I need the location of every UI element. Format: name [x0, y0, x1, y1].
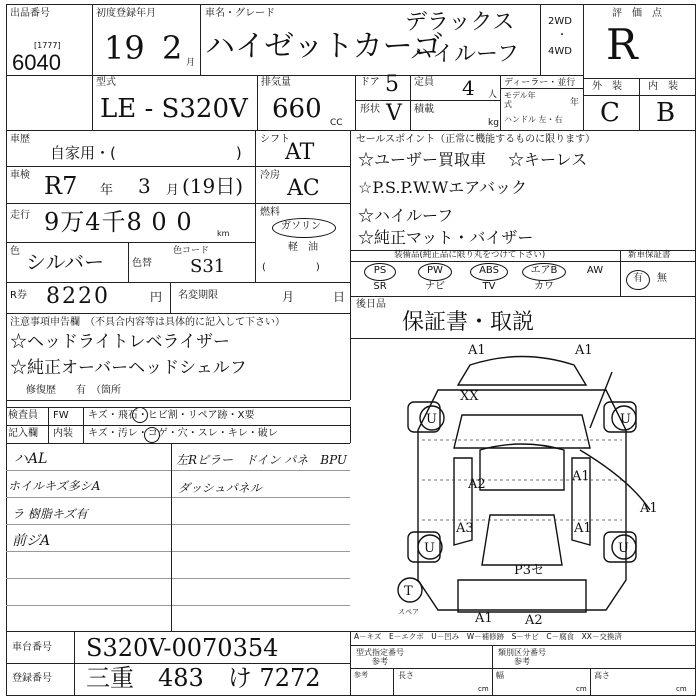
load-unit: kg	[488, 118, 499, 128]
sales-item: ☆純正マット・バイザー	[358, 228, 534, 247]
damage-mark: XX	[460, 389, 479, 404]
damage-mark: U	[426, 412, 437, 427]
equip-leather: カワ	[534, 281, 554, 292]
damage-mark: U	[618, 541, 629, 556]
recycle-label: R券	[10, 290, 27, 301]
color-code-value: S31	[190, 256, 226, 277]
shift-label: シフト	[260, 134, 290, 145]
damage-mark-hidden: A1	[480, 608, 482, 609]
div-h	[350, 261, 696, 262]
warranty-yes: 有	[633, 273, 643, 284]
div-v	[492, 668, 493, 695]
div-h	[6, 282, 350, 283]
rear-window	[482, 515, 562, 565]
dealer-label: ディーラー・並行	[504, 78, 576, 88]
damage-mark: T	[404, 584, 413, 599]
notes-heading: 注意事項申告欄 （不具合内容等は具体的に記入して下さい）	[10, 317, 285, 328]
drive-2wd: 2WD	[548, 16, 572, 27]
div-h	[6, 130, 696, 131]
hand-note: ホイルキズ多シA	[8, 479, 101, 493]
div-v	[492, 645, 493, 668]
width-unit: cm	[576, 685, 587, 693]
damage-mark: A1	[640, 501, 658, 516]
damage-mark: A1	[572, 469, 590, 484]
reg-month: 2	[162, 29, 183, 67]
hand-note: 左Rピラー ドイン パネ BPU	[176, 453, 348, 467]
div-v	[83, 407, 84, 443]
div-v	[393, 668, 394, 695]
div-v	[639, 78, 640, 130]
registration-value: 三重 483 け 7272	[86, 664, 321, 692]
sales-item: ☆キーレス	[508, 150, 588, 169]
grade-1: デラックス	[405, 10, 515, 35]
hand-note: ダッシュパネル	[178, 481, 262, 495]
warranty-no: 無	[657, 273, 667, 284]
equip-pw: PW	[427, 265, 443, 276]
div-v	[540, 4, 541, 76]
inspection-label: 車検	[10, 170, 30, 181]
displacement-value: 660	[272, 94, 322, 124]
name-label: 車名・グレード	[205, 8, 275, 19]
exterior-grade: C	[600, 98, 620, 128]
type-no-label: 型式指定番号	[356, 648, 404, 657]
div-v	[170, 282, 171, 313]
div-h	[350, 338, 696, 339]
border-right	[695, 4, 696, 696]
mileage-label: 走行	[10, 210, 30, 221]
div-h	[6, 242, 255, 243]
color-code-label: 色コード	[173, 246, 210, 256]
damage-mark: A1	[575, 343, 593, 358]
roof	[480, 444, 564, 490]
border-left	[6, 4, 7, 696]
equip-abs: ABS	[479, 265, 499, 276]
model-year-label: モデル年式	[504, 91, 536, 109]
div-v	[171, 443, 172, 631]
div-h	[6, 425, 350, 426]
shift-value: AT	[285, 140, 315, 165]
equip-airbag: エアB	[530, 265, 558, 276]
shape-value: V	[386, 101, 402, 126]
inspection-day: (19日)	[182, 174, 244, 198]
rule	[6, 578, 350, 579]
repair-label: 修復歴 有 （箇所	[26, 385, 121, 396]
damage-legend: A－キズ E－エクボ U－凹み W－補修跡 S－サビ C－腐食 XX－交換済	[354, 632, 622, 641]
later-value: 保証書・取説	[402, 310, 535, 335]
rule	[6, 497, 350, 498]
ac-label: 冷房	[260, 170, 280, 181]
div-h	[6, 443, 350, 444]
inspection-era: R7	[44, 172, 78, 200]
equip-ps: PS	[373, 265, 387, 276]
spare-label: スペア	[398, 608, 419, 616]
shape-label: 形状	[360, 104, 380, 115]
damage-mark: P3セ	[514, 563, 545, 578]
div-v	[590, 668, 591, 695]
doors-label: ドア	[360, 77, 380, 88]
grade-2: ハイルーフ	[410, 42, 519, 67]
exterior-label: 外 装	[592, 81, 622, 92]
div-v	[92, 4, 93, 130]
sales-heading: セールスポイント（正常に機能するものに限ります）	[356, 134, 596, 145]
ref-label: 参考	[514, 657, 530, 666]
rule	[6, 605, 350, 606]
sales-item: ☆ハイルーフ	[358, 206, 454, 225]
load-label: 積載	[414, 104, 434, 115]
color-label: 色	[10, 246, 20, 257]
inspection-month: 3	[138, 174, 151, 198]
damage-mark: A1	[468, 343, 486, 358]
div-h	[6, 203, 350, 204]
div-v	[48, 407, 49, 443]
title-change-label: 名変期限	[178, 290, 218, 301]
warranty-label: 新車保証書	[628, 250, 671, 260]
title-change-month: 月	[282, 290, 295, 304]
div-v	[620, 250, 621, 296]
windshield	[454, 415, 590, 448]
div-h	[355, 100, 500, 101]
border-top	[6, 4, 696, 5]
div-h	[6, 400, 350, 401]
drive-dot: ・	[557, 30, 567, 41]
fw-label: FW	[53, 410, 69, 421]
reg-month-unit: 月	[186, 58, 196, 68]
year-suffix: 年	[570, 98, 580, 108]
equip-heading: 装備品(純正品に限り丸をつけて下さい)	[394, 250, 546, 260]
mileage-value: 9万4千8 0 0	[44, 208, 193, 236]
chassis-label: 車台番号	[12, 642, 52, 653]
fuel-gasoline: ガソリン	[281, 221, 321, 232]
fuel-label: 燃料	[260, 207, 280, 218]
doors-value: 5	[385, 72, 399, 97]
color-value: シルバー	[26, 250, 105, 274]
border-bottom	[6, 695, 696, 696]
reg-year: 19	[104, 29, 145, 67]
div-h	[350, 668, 696, 669]
equip-aw: AW	[586, 265, 604, 276]
handle-label: ハンドル 左・右	[504, 115, 563, 124]
div-v	[583, 4, 584, 130]
cert-ref-label: 参考	[354, 671, 368, 679]
title-change-day: 日	[333, 290, 346, 304]
lot-small: [1777]	[34, 41, 61, 50]
div-h	[350, 296, 696, 297]
equip-sr: SR	[373, 281, 387, 292]
in-circle	[144, 427, 160, 443]
fw-codes: キズ・飛石・ヒビ割・リペア跡・X要	[88, 410, 255, 421]
div-v	[410, 75, 411, 130]
ac-value: AC	[287, 176, 320, 201]
equip-navi: ナビ	[425, 281, 445, 292]
capacity-value: 4	[462, 76, 475, 100]
front-bumper	[458, 357, 586, 386]
interior-codes: キズ・汚レ・コゲ・穴・スレ・キレ・破レ	[88, 428, 278, 439]
mileage-unit: km	[217, 229, 230, 238]
arrow-line	[590, 372, 612, 428]
inspection-month-unit: 月	[166, 183, 180, 198]
rule	[6, 551, 350, 552]
lot-label: 出品番号	[10, 8, 50, 19]
chassis-value: S320V-0070354	[86, 634, 279, 662]
height-label: 高さ	[594, 671, 610, 680]
hand-note: ラ 樹脂キズ有	[12, 507, 88, 521]
hand-note: ハAL	[14, 451, 48, 467]
interior-codes-label: 内装	[53, 428, 73, 439]
ref-label: 参考	[372, 657, 388, 666]
damage-mark: U	[424, 541, 435, 556]
interior-label: 内 装	[648, 81, 678, 92]
div-h	[6, 313, 350, 314]
lot-number: 6040	[12, 50, 61, 75]
car-name: ハイゼットカーゴ	[205, 29, 443, 64]
div-v	[500, 75, 501, 130]
damage-mark: A1	[574, 521, 592, 536]
capacity-label: 定員	[414, 77, 434, 88]
displacement-unit: CC	[330, 118, 343, 128]
div-v	[200, 4, 201, 76]
div-v	[128, 242, 129, 282]
notes-line2: ☆純正オーバーヘッドシェルフ	[10, 358, 247, 378]
recycle-value: 8220	[46, 284, 110, 309]
height-unit: cm	[676, 685, 687, 693]
score-label: 評 価 点	[612, 8, 662, 19]
length-unit: cm	[478, 685, 489, 693]
class-no-label: 類別区分番号	[498, 648, 546, 657]
displacement-label: 排気量	[261, 77, 291, 88]
div-v	[355, 75, 356, 130]
equip-tv: TV	[482, 281, 496, 292]
damage-mark: U	[620, 412, 631, 427]
color-change-label: 色替	[132, 258, 152, 269]
later-label: 後日品	[356, 299, 386, 310]
car-damage-diagram	[350, 340, 695, 630]
width-label: 幅	[496, 671, 504, 680]
recycle-unit: 円	[150, 290, 163, 304]
rule	[6, 524, 350, 525]
div-v	[74, 631, 75, 695]
fuel-diesel: 軽 油	[288, 242, 318, 253]
model-value: LE - S320V	[100, 94, 248, 124]
inspector-label-2: 記入欄	[8, 428, 38, 439]
div-v	[255, 130, 256, 282]
div-v	[350, 631, 351, 695]
history-label: 車歴	[10, 134, 30, 145]
rear-bumper	[458, 580, 586, 612]
length-label: 長さ	[398, 671, 414, 680]
div-h	[6, 166, 350, 167]
hand-note: 前ジA	[12, 533, 51, 549]
history-value: 自家用・( )	[50, 144, 242, 162]
damage-mark: A1	[475, 611, 493, 626]
interior-grade: B	[656, 98, 676, 128]
registration-label: 登録番号	[12, 673, 52, 684]
inspection-year-unit: 年	[100, 183, 114, 198]
fw-circle	[132, 407, 148, 423]
damage-mark: A3	[456, 521, 474, 536]
notes-line1: ☆ヘッドライトレベライザー	[10, 332, 230, 352]
inspector-label-1: 検査員	[8, 410, 38, 421]
score-value: R	[606, 20, 638, 69]
rule	[6, 470, 350, 471]
capacity-unit: 人	[488, 90, 498, 100]
fuel-paren: ( )	[262, 262, 320, 273]
sales-item: ☆P.S.P.W.Wエアバック	[358, 178, 527, 197]
damage-mark: A2	[468, 477, 486, 492]
first-reg-label: 初度登録年月	[96, 8, 156, 19]
drive-4wd: 4WD	[548, 46, 572, 57]
div-v	[257, 75, 258, 130]
damage-mark: A2	[525, 613, 543, 628]
div-h	[350, 645, 696, 646]
model-label: 型式	[96, 77, 116, 88]
sales-item: ☆ユーザー買取車	[358, 150, 487, 169]
div-h	[6, 75, 583, 76]
div-h	[6, 407, 350, 408]
